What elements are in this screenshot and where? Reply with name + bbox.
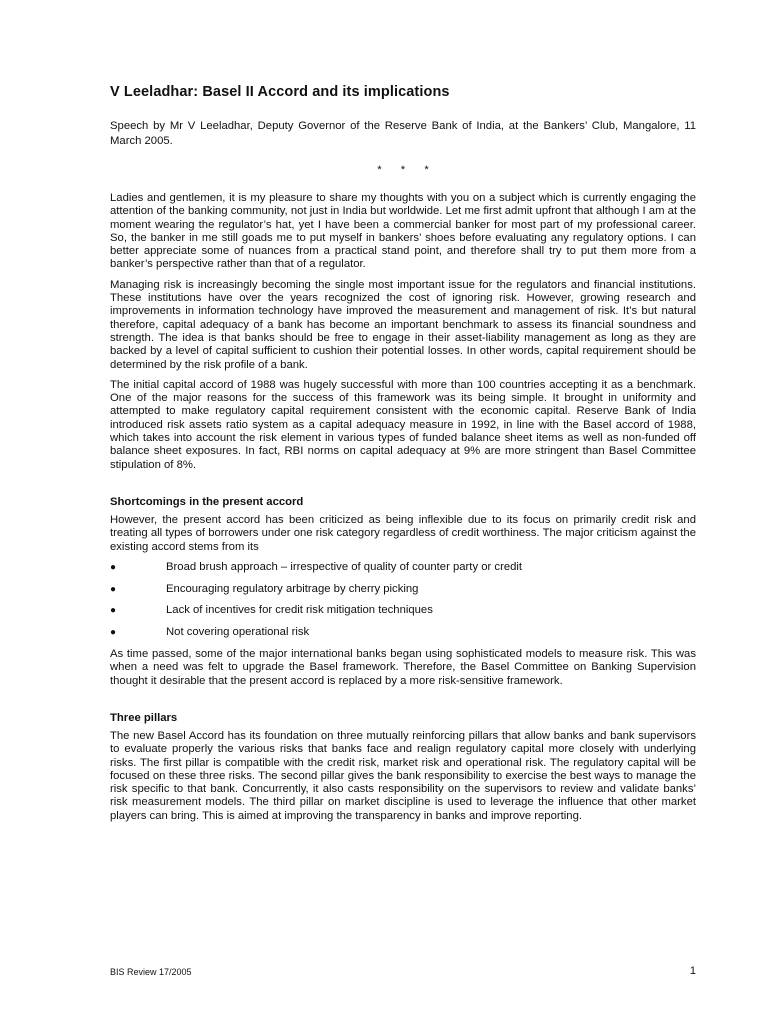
list-item-text: Lack of incentives for credit risk mitigation techniques — [166, 604, 433, 617]
page-number: 1 — [689, 965, 696, 977]
paragraph-managing-risk: Managing risk is increasingly becoming the single most important issue for the regulators and financial institutions. These institutions have over the years recognized the cost of ignoring risk. However, growing research and improvements in information technology have improved the measurement and management of risk. It’s but natural therefore, capital adequacy of a bank has become an important benchmark to assess its financial soundness and strength. The idea is that banks should be free to engage in their asset-liability management as long as they are backed by a level of capital sufficient to cushion their potential losses. In other words, capital requirement should be determined by the risk profile of a bank. — [110, 278, 696, 371]
section-separator: * * * — [377, 164, 429, 176]
speech-intro: Speech by Mr V Leeladhar, Deputy Governor of the Reserve Bank of India, at the Bankers’ Club, Mangalore, 11 March 2005. — [110, 120, 696, 147]
bullet-icon: ● — [110, 561, 117, 573]
list-item — [110, 604, 696, 617]
paragraph-initial-accord: The initial capital accord of 1988 was hugely successful with more than 100 countries accepting it as a benchmark. One of the major reasons for the success of this framework was its being simple. It brought in uniformity and attempted to make regulatory capital requirement consistent with the economic capital. Reserve Bank of India introduced risk assets ratio system as a capital adequacy measure in 1992, in line with the Basel accord of 1988, which takes into account the risk element in various types of funded balance sheet items as well as non-funded off balance sheet exposures. In fact, RBI norms on capital adequacy at 9% are more stringent than Basel Committee stipulation of 8%. — [110, 378, 696, 471]
list-item-text: Not covering operational risk — [166, 626, 310, 639]
paragraph-opening: Ladies and gentlemen, it is my pleasure to share my thoughts with you on a subject which is currently engaging the attention of the banking community, not just in India but worldwide. Let me first admit upfront that although I am at the moment wearing the regulator’s hat, yet I have been a commercial banker for most part of my professional career. So, the banker in me still goads me to put myself in bankers’ shoes before evaluating any regulatory options. I can better appreciate some of nuances from a practical stand point, and therefore shall try to put them more from a banker’s perspective rather than that of a regulator. — [110, 192, 696, 271]
document-page — [110, 84, 696, 830]
bullet-icon: ● — [110, 583, 117, 595]
list-item — [110, 626, 696, 639]
bullet-icon: ● — [110, 627, 117, 639]
heading-shortcomings: Shortcomings in the present accord — [110, 495, 304, 508]
heading-three-pillars: Three pillars — [110, 711, 178, 724]
list-item-text: Encouraging regulatory arbitrage by cherry picking — [166, 582, 419, 595]
bullet-icon: ● — [110, 605, 117, 617]
list-item — [110, 561, 696, 574]
list-item — [110, 583, 696, 596]
criticism-list — [110, 561, 696, 640]
paragraph-three-pillars: The new Basel Accord has its foundation on three mutually reinforcing pillars that allow banks and bank supervisors to evaluate properly the various risks that banks face and realign regulatory capital more closely with underlying risks. The first pillar is compatible with the credit risk, market risk and operational risk. The regulatory capital will be focused on these three risks. The second pillar gives the bank responsibility to exercise the best ways to manage the risk specific to that bank. Concurrently, it also casts responsibility on the supervisors to review and validate banks’ risk measurement models. The third pillar on market discipline is used to leverage the influence that other market players can bring. This is aimed at improving the transparency in banks and improve reporting. — [110, 729, 696, 822]
footer-source: BIS Review 17/2005 — [110, 967, 192, 977]
document-title: V Leeladhar: Basel II Accord and its implications — [110, 84, 450, 100]
list-item-text: Broad brush approach – irrespective of quality of counter party or credit — [166, 560, 523, 573]
paragraph-shortcomings-lead: However, the present accord has been criticized as being inflexible due to its focus on primarily credit risk and treating all types of borrowers under one risk category regardless of credit worthiness. The major criticism against the existing accord stems from its — [110, 513, 696, 553]
paragraph-shortcomings-closing: As time passed, some of the major international banks began using sophisticated models to measure risk. This was when a need was felt to upgrade the Basel framework. Therefore, the Basel Committee on Banking Supervision thought it desirable that the present accord is replaced by a more risk-sensitive framework. — [110, 648, 696, 687]
